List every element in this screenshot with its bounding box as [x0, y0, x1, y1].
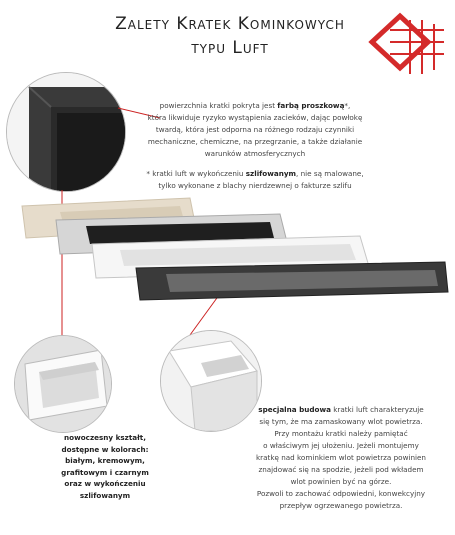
construction-line5: kratkę nad kominkiem wlot powietrza powinien [256, 453, 426, 462]
construction-description [236, 404, 446, 512]
note-rest: , nie są malowane, [296, 169, 364, 178]
coating-line5: warunków atmosferycznych [204, 149, 306, 158]
page-subtitle: typu Luft [191, 38, 269, 58]
coating-line4: mechaniczne, chemiczne, na przegrzanie, a także działanie [147, 137, 363, 146]
caption-line4: grafitowym i czarnym [61, 467, 149, 477]
note-line2: tylko wykonane z blachy nierdzewnej o fakturze szlifu [158, 181, 352, 190]
construction-line3: Przy montażu kratki należy pamiętać [274, 429, 408, 438]
page-title: Zalety Kratek Kominkowych [115, 14, 345, 34]
construction-bold: specjalna budowa [258, 405, 331, 414]
coating-line2: która likwiduje ryzyko wystąpienia zacieków, dając powłokę [147, 113, 363, 122]
coating-star: *, [344, 101, 351, 110]
coating-description [120, 100, 390, 160]
colors-caption [40, 432, 170, 501]
note-bold: szlifowanym [245, 169, 297, 178]
construction-line4: o właściwym jej ułożeniu. Jeżeli montujemy [263, 441, 419, 450]
construction-line8: Pozwoli to zachować odpowiedni, konwekcyjny [256, 489, 426, 498]
caption-line6: szlifowanym [79, 490, 131, 500]
coating-lead: powierzchnia kratki pokryta jest [159, 101, 278, 110]
caption-line5: oraz w wykończeniu [64, 479, 146, 488]
caption-line2: dostępne w kolorach: [61, 444, 149, 454]
note-lead: * kratki luft w wykończeniu [146, 169, 246, 178]
brushed-note [110, 168, 400, 192]
construction-line9: przepływ ogrzewanego powietrza. [279, 501, 403, 510]
construction-line1: kratki luft charakteryzuje [330, 405, 424, 414]
grille-profile-closeup [14, 335, 112, 433]
construction-line7: wlot powinien być na górze. [290, 477, 392, 486]
caption-line1: nowoczesny kształt, [64, 433, 146, 442]
graphite-grille [136, 262, 448, 300]
coating-line3: twardą, która jest odporna na różnego rodzaju czynniki [155, 125, 355, 134]
construction-line2: się tym, że ma zamaskowany wlot powietrza. [259, 417, 423, 426]
construction-line6: znajdować się na spodzie, jeżeli pod wkładem [258, 465, 424, 474]
caption-line3: białym, kremowym, [65, 456, 145, 465]
coating-bold: farbą proszkową [277, 101, 345, 110]
grille-stack [20, 192, 450, 302]
